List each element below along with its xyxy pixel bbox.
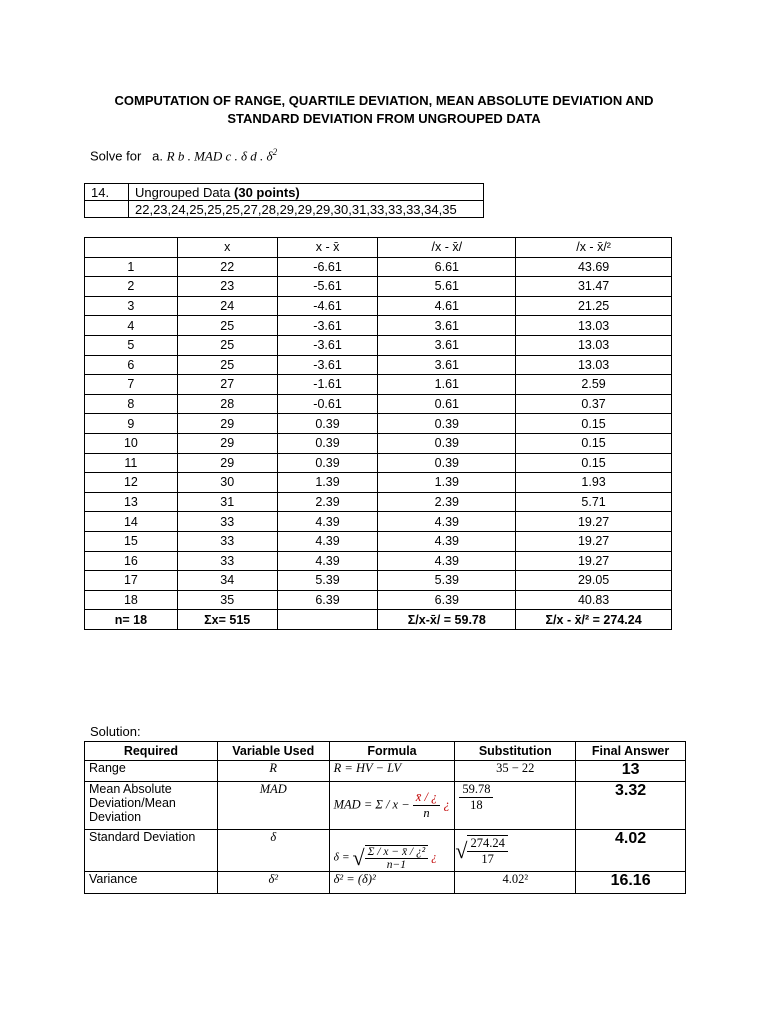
solution-table [84, 741, 686, 894]
table-row [85, 277, 672, 297]
sqrt-icon: √ [455, 837, 468, 863]
solution-label: Solution: [90, 724, 141, 739]
sqrt-icon: √ [352, 845, 365, 870]
row-abs-deviation: 4.39 [378, 531, 516, 551]
table-row [85, 453, 672, 473]
row-abs-deviation: 1.39 [378, 473, 516, 493]
mad-substitution [455, 782, 576, 830]
table-row [85, 296, 672, 316]
header-index [85, 238, 178, 258]
solution-row-mad [85, 782, 686, 830]
row-squared-deviation: 0.37 [516, 394, 672, 414]
row-abs-deviation: 0.39 [378, 453, 516, 473]
row-x: 27 [177, 375, 277, 395]
sol-header-formula: Formula [329, 742, 455, 761]
row-deviation: -4.61 [277, 296, 378, 316]
sd-substitution [455, 830, 576, 872]
mad-label: Mean Absolute Deviation/Mean Deviation [85, 782, 218, 830]
row-abs-deviation: 2.39 [378, 492, 516, 512]
sd-formula-den: n−1 [386, 859, 407, 871]
table-body [85, 257, 672, 610]
row-squared-deviation: 1.93 [516, 473, 672, 493]
totals-row [85, 610, 672, 630]
row-x: 31 [177, 492, 277, 512]
range-var: R [217, 761, 329, 782]
row-index: 6 [85, 355, 178, 375]
row-index: 4 [85, 316, 178, 336]
table-row [85, 492, 672, 512]
row-squared-deviation: 0.15 [516, 414, 672, 434]
mad-answer: 3.32 [576, 782, 686, 830]
sd-answer: 4.02 [576, 830, 686, 872]
row-deviation: -3.61 [277, 316, 378, 336]
solve-a: a. [152, 148, 163, 164]
row-abs-deviation: 5.39 [378, 571, 516, 591]
row-abs-deviation: 4.39 [378, 512, 516, 532]
header-x: x [177, 238, 277, 258]
row-x: 22 [177, 257, 277, 277]
row-squared-deviation: 19.27 [516, 531, 672, 551]
row-abs-deviation: 4.61 [378, 296, 516, 316]
table-row [85, 257, 672, 277]
row-deviation: 6.39 [277, 590, 378, 610]
row-deviation: -3.61 [277, 335, 378, 355]
range-substitution: 35 − 22 [455, 761, 576, 782]
row-abs-deviation: 3.61 [378, 335, 516, 355]
mad-fraction [413, 790, 441, 821]
mad-sub-num: 59.78 [459, 782, 493, 798]
row-index: 18 [85, 590, 178, 610]
row-abs-deviation: 6.61 [378, 257, 516, 277]
row-index: 13 [85, 492, 178, 512]
row-abs-deviation: 4.39 [378, 551, 516, 571]
ungrouped-data-table [84, 183, 484, 218]
row-index: 3 [85, 296, 178, 316]
row-squared-deviation: 5.71 [516, 492, 672, 512]
sd-var: δ [217, 830, 329, 872]
table-row [85, 531, 672, 551]
table-row [85, 433, 672, 453]
row-squared-deviation: 2.59 [516, 375, 672, 395]
row-x: 24 [177, 296, 277, 316]
table-row [85, 590, 672, 610]
row-deviation: 0.39 [277, 433, 378, 453]
row-deviation: 5.39 [277, 571, 378, 591]
table-row [85, 551, 672, 571]
mad-formula-tail: ¿ [443, 797, 450, 812]
row-squared-deviation: 19.27 [516, 551, 672, 571]
row-abs-deviation: 0.39 [378, 433, 516, 453]
solution-row-sd [85, 830, 686, 872]
row-x: 33 [177, 531, 277, 551]
mad-sub-fraction [459, 782, 493, 813]
title-line-1: COMPUTATION OF RANGE, QUARTILE DEVIATION, MEAN ABSOLUTE DEVIATION AND [114, 93, 654, 108]
ungrouped-label: Ungrouped Data [135, 184, 231, 200]
row-squared-deviation: 13.03 [516, 335, 672, 355]
mad-formula-left: MAD = Σ / x − [333, 797, 410, 812]
header-abs-deviation: /x - x̄/ [378, 238, 516, 258]
row-squared-deviation: 0.15 [516, 433, 672, 453]
row-deviation: -6.61 [277, 257, 378, 277]
table-row [85, 473, 672, 493]
sd-sub-num: 274.24 [467, 836, 507, 852]
sol-header-answer: Final Answer [576, 742, 686, 761]
row-deviation: 0.39 [277, 414, 378, 434]
solve-label: Solve for [90, 148, 142, 164]
row-deviation: 4.39 [277, 531, 378, 551]
row-x: 23 [177, 277, 277, 297]
ungrouped-values: 22,23,24,25,25,25,27,28,29,29,29,30,31,33,33,33,34,35 [129, 201, 484, 218]
row-index: 16 [85, 551, 178, 571]
row-x: 25 [177, 316, 277, 336]
document-title [60, 92, 708, 128]
mad-formula-num: x̄ / ¿ [413, 790, 441, 806]
empty-cell [85, 201, 129, 218]
row-index: 8 [85, 394, 178, 414]
mad-formula-den: n [423, 806, 430, 820]
row-x: 29 [177, 453, 277, 473]
row-deviation: -5.61 [277, 277, 378, 297]
solution-row-variance [85, 872, 686, 894]
mad-formula [329, 782, 455, 830]
sd-formula-num: Σ / x − x̄ / ¿² [365, 846, 429, 859]
row-squared-deviation: 13.03 [516, 316, 672, 336]
table-row [85, 335, 672, 355]
row-abs-deviation: 0.39 [378, 414, 516, 434]
total-n: n= 18 [85, 610, 178, 630]
sd-sub-fraction [467, 835, 507, 867]
row-x: 33 [177, 512, 277, 532]
row-x: 35 [177, 590, 277, 610]
row-x: 33 [177, 551, 277, 571]
variance-label: Variance [85, 872, 218, 894]
row-index: 1 [85, 257, 178, 277]
row-x: 29 [177, 414, 277, 434]
range-formula: R = HV − LV [329, 761, 455, 782]
variance-formula: δ² = (δ)² [329, 872, 455, 894]
ungrouped-header [129, 184, 484, 201]
range-label: Range [85, 761, 218, 782]
total-sum-abs: Σ/x-x̄/ = 59.78 [378, 610, 516, 630]
table-row [85, 512, 672, 532]
row-abs-deviation: 5.61 [378, 277, 516, 297]
total-sum-x: Σx= 515 [177, 610, 277, 630]
row-abs-deviation: 0.61 [378, 394, 516, 414]
solve-for-line [90, 147, 277, 164]
variance-substitution: 4.02² [455, 872, 576, 894]
row-x: 25 [177, 335, 277, 355]
row-deviation: -1.61 [277, 375, 378, 395]
title-line-2: STANDARD DEVIATION FROM UNGROUPED DATA [227, 111, 541, 126]
row-index: 14 [85, 512, 178, 532]
row-squared-deviation: 19.27 [516, 512, 672, 532]
sd-fraction [365, 845, 429, 871]
row-deviation: -3.61 [277, 355, 378, 375]
mad-sub-den: 18 [470, 798, 483, 812]
solve-sup: 2 [272, 147, 278, 157]
row-squared-deviation: 13.03 [516, 355, 672, 375]
variance-var: δ² [217, 872, 329, 894]
table-row [85, 355, 672, 375]
solution-header-row [85, 742, 686, 761]
row-index: 10 [85, 433, 178, 453]
points-label: (30 points) [234, 184, 300, 200]
table-row [85, 571, 672, 591]
row-squared-deviation: 21.25 [516, 296, 672, 316]
row-x: 34 [177, 571, 277, 591]
row-index: 12 [85, 473, 178, 493]
row-x: 29 [177, 433, 277, 453]
row-index: 7 [85, 375, 178, 395]
row-squared-deviation: 31.47 [516, 277, 672, 297]
total-empty [277, 610, 378, 630]
row-abs-deviation: 6.39 [378, 590, 516, 610]
header-deviation: x - x̄ [277, 238, 378, 258]
row-x: 25 [177, 355, 277, 375]
row-abs-deviation: 3.61 [378, 316, 516, 336]
sd-formula-left: δ = [333, 851, 350, 864]
row-squared-deviation: 40.83 [516, 590, 672, 610]
row-deviation: 1.39 [277, 473, 378, 493]
range-answer: 13 [576, 761, 686, 782]
row-deviation: 2.39 [277, 492, 378, 512]
variance-answer: 16.16 [576, 872, 686, 894]
solution-row-range [85, 761, 686, 782]
row-abs-deviation: 1.61 [378, 375, 516, 395]
row-index: 11 [85, 453, 178, 473]
row-deviation: 4.39 [277, 512, 378, 532]
row-deviation: 0.39 [277, 453, 378, 473]
row-x: 28 [177, 394, 277, 414]
table-row [85, 316, 672, 336]
row-index: 9 [85, 414, 178, 434]
row-deviation: 4.39 [277, 551, 378, 571]
sol-header-variable: Variable Used [217, 742, 329, 761]
problem-number: 14. [85, 184, 129, 201]
table-row [85, 375, 672, 395]
table-header-row [85, 238, 672, 258]
sd-label: Standard Deviation [85, 830, 218, 872]
sd-formula-tail: ¿ [431, 851, 437, 864]
sd-formula [329, 830, 455, 872]
mad-var: MAD [217, 782, 329, 830]
row-squared-deviation: 29.05 [516, 571, 672, 591]
sol-header-required: Required [85, 742, 218, 761]
row-deviation: -0.61 [277, 394, 378, 414]
table-row [85, 414, 672, 434]
row-x: 30 [177, 473, 277, 493]
table-row [85, 394, 672, 414]
row-squared-deviation: 43.69 [516, 257, 672, 277]
row-index: 15 [85, 531, 178, 551]
sol-header-substitution: Substitution [455, 742, 576, 761]
row-abs-deviation: 3.61 [378, 355, 516, 375]
row-squared-deviation: 0.15 [516, 453, 672, 473]
solve-items: R b . MAD c . δ d . δ [166, 148, 273, 164]
row-index: 5 [85, 335, 178, 355]
sd-sub-den: 17 [481, 851, 494, 866]
total-sum-sq: Σ/x - x̄/² = 274.24 [516, 610, 672, 630]
deviation-table [84, 237, 672, 630]
row-index: 17 [85, 571, 178, 591]
header-squared-deviation: /x - x̄/² [516, 238, 672, 258]
row-index: 2 [85, 277, 178, 297]
